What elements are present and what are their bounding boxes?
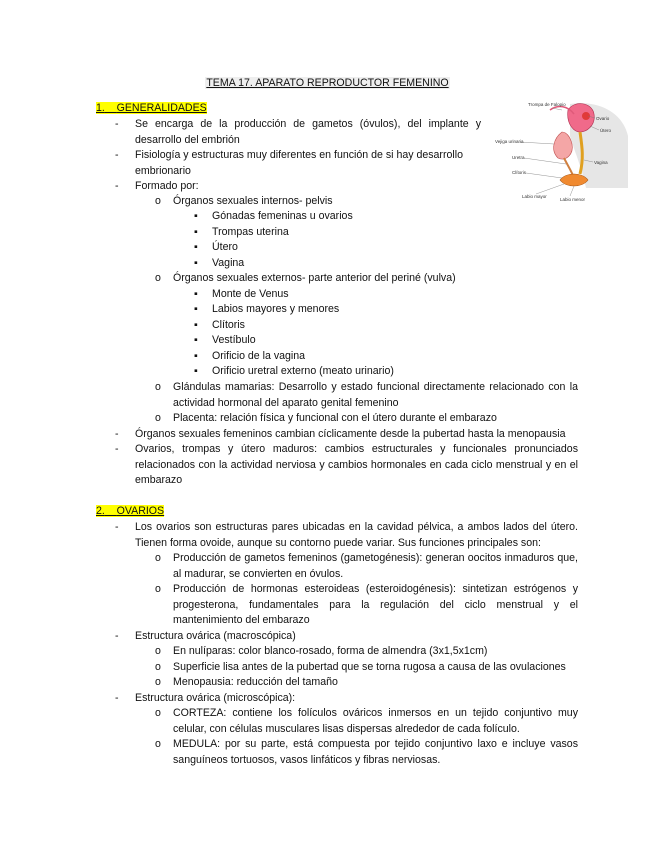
circle-marker: o [155,552,161,564]
square-marker: ▪ [194,288,198,300]
circle-marker: o [155,272,161,284]
circle-marker: o [155,412,161,424]
external-item: Orificio de la vagina [212,350,306,362]
circle-marker: o [155,583,161,595]
placenta-item: Placenta: relación física y funcional con el útero durante el embarazo [173,412,497,424]
sec1-bullet-2: Fisiología y estructuras muy diferentes en función de si hay desarrollo embrionario [135,149,463,177]
figure-label: Vagina [594,160,608,165]
square-marker: ▪ [194,303,198,315]
anatomy-figure [490,96,630,206]
figure-label: Ovario [596,116,610,121]
circle-marker: o [155,707,161,719]
dash-marker: - [115,692,119,704]
square-marker: ▪ [194,241,198,253]
sec1-bullet-3: Formado por: [135,180,199,192]
square-marker: ▪ [194,365,198,377]
figure-label: Vejiga urinaria [495,139,524,144]
dash-marker: - [115,630,119,642]
glandulas-item: Glándulas mamarias: Desarrollo y estado funcional directamente relacionado con la actividad hormonal del aparato genital femenino [173,381,578,409]
internal-item: Gónadas femeninas u ovarios [212,210,353,222]
dash-marker: - [115,149,119,161]
external-item: Labios mayores y menores [212,303,340,315]
sec1-bullet-4: Órganos sexuales femeninos cambian cíclicamente desde la pubertad hasta la menopausia [135,428,566,440]
macro-item: En nulíparas: color blanco-rosado, forma de almendra (3x1,5x1cm) [173,645,488,657]
circle-marker: o [155,381,161,393]
page-title: TEMA 17. APARATO REPRODUCTOR FEMENINO [206,77,449,89]
external-item: Clítoris [212,319,245,331]
ovary-shape [582,112,590,120]
macro-item: Menopausia: reducción del tamaño [173,676,338,688]
figure-label: Trompa de Falopio [528,102,566,107]
micro-item: MEDULA: por su parte, está compuesta por tejido conjuntivo laxo e incluye vasos sanguíneos tortuosos, vasos linfáticos y fibras nerviosas. [173,738,578,766]
dash-marker: - [115,118,119,130]
dash-marker: - [115,180,119,192]
circle-marker: o [155,661,161,673]
internal-item: Vagina [212,257,245,269]
micro-item: CORTEZA: contiene los folículos ováricos inmersos en un tejido conjuntivo muy celular, con células musculares lisas dispersas alrededor de cada folículo. [173,707,578,735]
figure-label: Útero [600,128,612,133]
sec2-bullet-1: Los ovarios son estructuras pares ubicadas en la cavidad pélvica, a ambos lados del útero. Tienen forma ovoide, aunque su contorno puede variar. Sus funciones principales son: [135,521,578,549]
internal-item: Útero [212,241,238,253]
square-marker: ▪ [194,257,198,269]
square-marker: ▪ [194,319,198,331]
macro-item: Superficie lisa antes de la pubertad que se torna rugosa a causa de las ovulaciones [173,661,566,673]
circle-marker: o [155,195,161,207]
figure-label: Labio mayor [522,194,547,199]
sec1-bullet-1: Se encarga de la producción de gametos (óvulos), del implante y desarrollo del embrión [135,118,481,146]
dash-marker: - [115,428,119,440]
function-item: Producción de hormonas esteroideas (esteroidogénesis): sintetizan estrógenos y progesterona, fundamentales para la regulación del ciclo menstrual y el mantenimiento del embarazo [173,583,578,626]
sec2-bullet-2: Estructura ovárica (macroscópica) [135,630,296,642]
external-organs-heading: Órganos sexuales externos- parte anterior del periné (vulva) [173,272,456,284]
square-marker: ▪ [194,210,198,222]
section-2-heading: 2. OVARIOS [96,505,165,517]
circle-marker: o [155,738,161,750]
internal-organs-heading: Órganos sexuales internos- pelvis [173,195,333,207]
function-item: Producción de gametos femeninos (gametogénesis): generan oocitos inmaduros que, al madurar, se convierten en óvulos. [173,552,578,580]
figure-label: Uretra [512,155,525,160]
square-marker: ▪ [194,350,198,362]
section-1-heading: 1. GENERALIDADES [96,102,207,114]
dash-marker: - [115,443,119,455]
internal-item: Trompas uterina [212,226,289,238]
sec1-bullet-5: Ovarios, trompas y útero maduros: cambios estructurales y funcionales pronunciados relacionados con la actividad nerviosa y cambios hormonales en cada ciclo menstrual y en el embarazo [135,443,578,486]
circle-marker: o [155,676,161,688]
dash-marker: - [115,521,119,533]
square-marker: ▪ [194,226,198,238]
circle-marker: o [155,645,161,657]
square-marker: ▪ [194,334,198,346]
sec2-bullet-3: Estructura ovárica (microscópica): [135,692,296,704]
figure-label: Clítoris [512,170,527,175]
external-item: Monte de Venus [212,288,289,300]
external-item: Vestíbulo [212,334,256,346]
figure-label: Labio menor [560,197,586,202]
external-item: Orificio uretral externo (meato urinario) [212,365,394,377]
